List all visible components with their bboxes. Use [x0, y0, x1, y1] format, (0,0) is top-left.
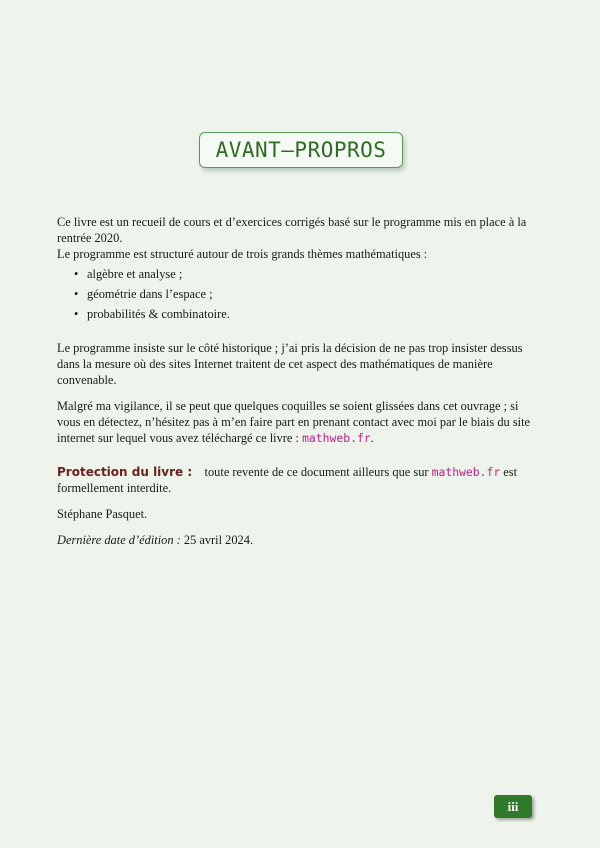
protection-label: Protection du livre :: [57, 465, 193, 479]
themes-list: [57, 266, 544, 322]
foreword-content: [57, 214, 544, 548]
history-paragraph: Le programme insiste sur le côté historique ; j’ai pris la décision de ne pas trop insister dessus dans la mesure où des sites Internet traitent de cet aspect des mathématiques de manière convenable.: [57, 341, 523, 387]
protection-paragraph: [57, 464, 544, 496]
list-item: • géométrie dans l’espace ;: [87, 286, 544, 302]
list-item: • algèbre et analyse ;: [87, 266, 544, 282]
page-number-badge: [494, 795, 532, 818]
page-title: AVANT–PROPROS: [215, 138, 387, 162]
author-signature: Stéphane Pasquet.: [57, 507, 148, 521]
intro-paragraph: [57, 214, 544, 262]
page-title-box: [199, 132, 403, 168]
vigilance-end: .: [370, 431, 374, 445]
edition-line: [57, 532, 544, 548]
vigilance-paragraph: [57, 398, 544, 446]
edition-label: Dernière date d’édition :: [57, 533, 181, 547]
list-item: • probabilités & combinatoire.: [87, 306, 544, 322]
edition-date: 25 avril 2024.: [183, 533, 254, 547]
intro-line-2: Le programme est structuré autour de trois grands thèmes mathématiques :: [57, 247, 428, 261]
site-link[interactable]: mathweb.fr: [431, 465, 501, 479]
vigilance-text: Malgré ma vigilance, il se peut que quelques coquilles se soient glissées dans cet ouvrage ; si vous en détectez, n’hésitez pas à m’en faire part en prenant contact avec moi par le biais du site internet sur lequel vous avez téléchargé ce livre :: [57, 399, 531, 445]
site-link[interactable]: mathweb.fr: [302, 431, 371, 445]
protection-text-after: est formellement interdite.: [57, 465, 518, 495]
page-number: iii: [507, 798, 519, 814]
intro-line-1: Ce livre est un recueil de cours et d’exercices corrigés basé sur le programme mis en place à la rentrée 2020.: [57, 215, 527, 245]
protection-text-before: toute revente de ce document ailleurs que sur: [204, 465, 432, 479]
